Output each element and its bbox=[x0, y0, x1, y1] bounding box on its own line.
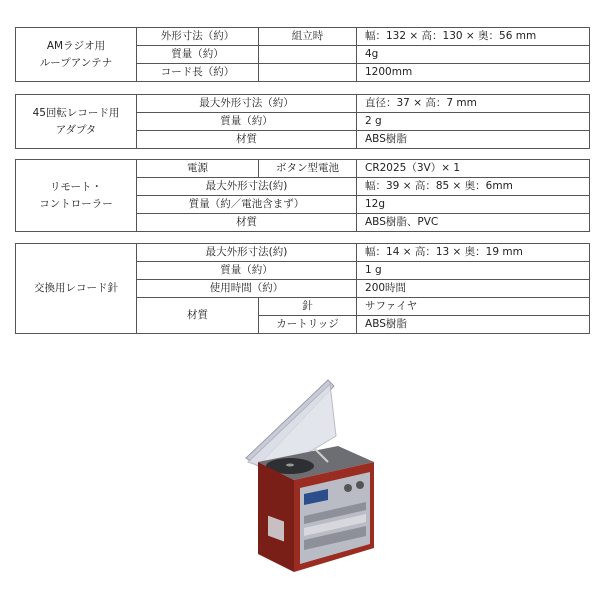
category-cell bbox=[16, 95, 137, 149]
row-sublabel: 針 bbox=[259, 298, 357, 316]
category-cell bbox=[16, 28, 137, 82]
row-label: 質量（約） bbox=[137, 262, 357, 280]
table-row bbox=[16, 244, 590, 262]
row-sublabel: カートリッジ bbox=[259, 316, 357, 334]
category-line: リモート・ bbox=[49, 180, 103, 193]
row-label: 使用時間（約） bbox=[137, 280, 357, 298]
row-label: 質量（約／電池含まず） bbox=[137, 196, 357, 214]
row-sublabel bbox=[259, 64, 357, 82]
category-line: AMラジオ用 bbox=[46, 39, 106, 52]
row-label: 材質 bbox=[137, 131, 357, 149]
spec-table-45rpm-adapter bbox=[15, 94, 590, 149]
row-sublabel bbox=[259, 46, 357, 64]
row-value: 12g bbox=[357, 196, 590, 214]
category-line: 45回転レコード用 bbox=[32, 106, 120, 119]
row-value: 幅：39 × 高：85 × 奥：6mm bbox=[357, 178, 590, 196]
row-label: 外形寸法（約） bbox=[137, 28, 259, 46]
row-value: ABS樹脂、PVC bbox=[357, 214, 590, 232]
record-player-icon bbox=[236, 376, 384, 576]
row-label: 質量（約） bbox=[137, 113, 357, 131]
category-cell bbox=[16, 160, 137, 232]
row-label: 質量（約） bbox=[137, 46, 259, 64]
row-label: 最大外形寸法（約） bbox=[137, 95, 357, 113]
category-cell: 交換用レコード針 bbox=[16, 244, 137, 334]
spec-table-remote-controller bbox=[15, 159, 590, 232]
row-sublabel: 組立時 bbox=[259, 28, 357, 46]
table-row bbox=[16, 95, 590, 113]
row-label: 最大外形寸法(約) bbox=[137, 244, 357, 262]
category-line: ループアンテナ bbox=[39, 56, 113, 69]
row-value: サファイヤ bbox=[357, 298, 590, 316]
spec-table-replacement-stylus bbox=[15, 243, 590, 334]
material-label: 材質 bbox=[137, 298, 259, 334]
row-value: 1200mm bbox=[357, 64, 590, 82]
row-label: 材質 bbox=[137, 214, 357, 232]
row-value: 幅：132 × 高：130 × 奥：56 mm bbox=[357, 28, 590, 46]
row-value: ABS樹脂 bbox=[357, 131, 590, 149]
row-value: ABS樹脂 bbox=[357, 316, 590, 334]
row-value: 2 g bbox=[357, 113, 590, 131]
spec-table-am-antenna bbox=[15, 27, 590, 82]
row-value: 直径：37 × 高：7 mm bbox=[357, 95, 590, 113]
category-line: コントローラー bbox=[39, 197, 113, 210]
row-value: 200時間 bbox=[357, 280, 590, 298]
row-sublabel: ボタン型電池 bbox=[259, 160, 357, 178]
row-value: CR2025（3V）× 1 bbox=[357, 160, 590, 178]
row-value: 幅：14 × 高：13 × 奥：19 mm bbox=[357, 244, 590, 262]
product-image bbox=[236, 376, 384, 576]
row-label: コード長（約） bbox=[137, 64, 259, 82]
row-label: 最大外形寸法(約) bbox=[137, 178, 357, 196]
row-value: 1 g bbox=[357, 262, 590, 280]
row-value: 4g bbox=[357, 46, 590, 64]
table-row bbox=[16, 28, 590, 46]
row-label: 電源 bbox=[137, 160, 259, 178]
table-row bbox=[16, 160, 590, 178]
category-line: アダプタ bbox=[55, 123, 97, 136]
